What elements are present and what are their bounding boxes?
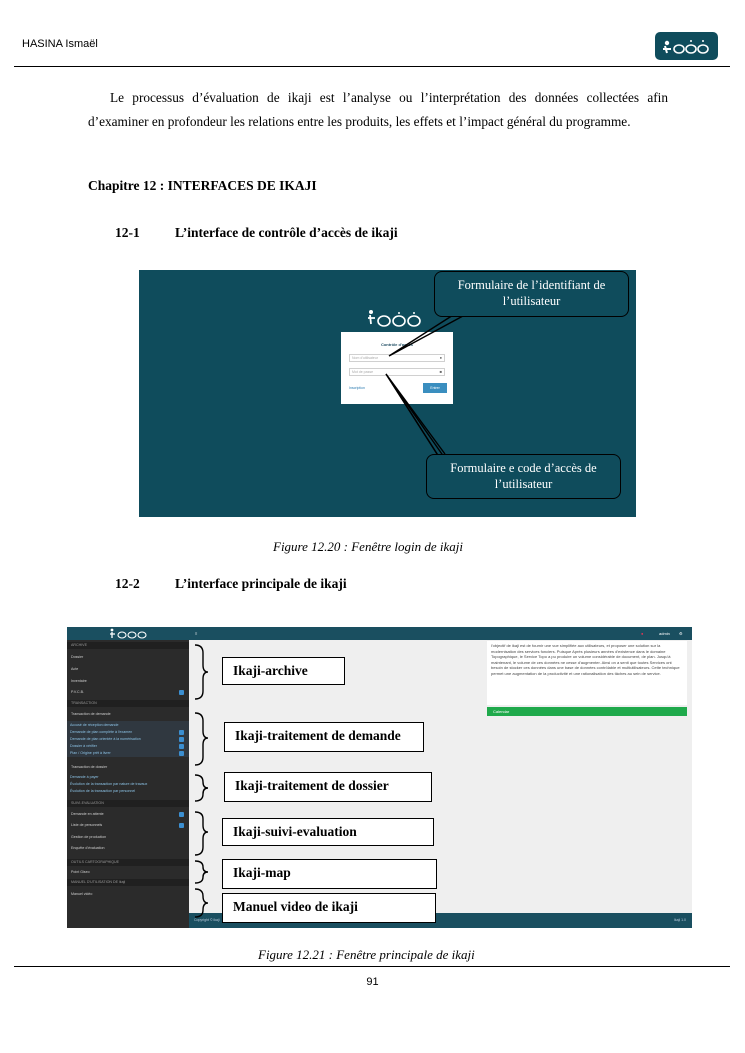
register-link[interactable]: Inscription: [349, 386, 365, 390]
username-placeholder: Nom d'utilisateur: [352, 356, 378, 360]
label-ikaji-traitement-dossier: Ikaji-traitement de dossier: [224, 772, 432, 802]
sidebar-section-header: TRANSACTION: [71, 701, 97, 705]
sidebar-item[interactable]: Dossier à vérifier: [70, 744, 97, 748]
label-manuel-video: Manuel video de ikaji: [222, 893, 436, 923]
section-number: 12-1: [115, 225, 140, 240]
sidebar-item[interactable]: Demande à payer: [70, 775, 99, 779]
sidebar-item[interactable]: Demande en attente: [71, 812, 104, 816]
footer-copyright: Copyright © ikaji: [194, 918, 220, 922]
lock-icon: ■: [439, 369, 442, 374]
settings-gear-icon[interactable]: ⚙: [679, 631, 683, 636]
sidebar-item[interactable]: Manuel vidéo: [71, 892, 93, 896]
sidebar-section-header: MANUEL D'UTILISATION DE ikaji: [71, 880, 126, 884]
label-ikaji-map: Ikaji-map: [222, 859, 437, 889]
description-card: l'objectif de ikaji est de fournir une vue simplifiée aux utilisateurs, et proposer une solution sur la modernisation des services fonciers. Puisque Après plusieurs années d'existence dans le domaine Topographique, le Service Topo a pu produire un volume considérable de document, de plan. Jusqu'à maintenant, le volume de ces données ne cesse d'augmenter. Ainsi on a senti que toutes Services ont besoin de stocker ces données dans une base de données contrôlable et multiutilisateurs. Cette technique permet une augmentation de la productivité et une rationalisation des tâches au sein de service.: [487, 641, 687, 705]
label-ikaji-archive: Ikaji-archive: [222, 657, 345, 685]
figure-12-21-caption: Figure 12.21 : Fenêtre principale de ikaji: [258, 947, 475, 962]
calendar-label: Calendar: [493, 709, 510, 714]
intro-paragraph-text: Le processus d’évaluation de ikaji est l’analyse ou l’interprétation des données collectées afin d’examiner en profondeur les relations entre les produits, les effets et l’impact général du programme.: [88, 90, 668, 129]
chapter-title: Chapitre 12 : INTERFACES DE IKAJI: [88, 178, 317, 193]
ikaji-logo-icon: [655, 32, 718, 60]
figure-12-20-caption: Figure 12.20 : Fenêtre login de ikaji: [273, 539, 464, 554]
topbar-user[interactable]: admin: [659, 631, 670, 636]
sidebar-item[interactable]: Demande de plan orientée à la numérisation: [70, 737, 141, 741]
section-title: L’interface de contrôle d’accès de ikaji: [175, 225, 398, 240]
user-icon: ●: [439, 355, 442, 360]
sidebar-item[interactable]: Transaction de dossier: [71, 765, 108, 769]
notification-icon[interactable]: ●: [641, 631, 644, 636]
sidebar-item[interactable]: Liste de personnels: [71, 823, 103, 827]
intro-paragraph: [88, 86, 668, 134]
callout-password: Formulaire e code d’accès de l’utilisateur: [426, 454, 621, 499]
sidebar-item[interactable]: Point Giseo: [71, 870, 90, 874]
login-form-title: Contrôle d'accès: [380, 342, 414, 347]
header-author: HASINA Ismaël: [22, 38, 98, 50]
sidebar-item[interactable]: Demande de plan complète à l'examen: [70, 730, 133, 734]
sidebar-item[interactable]: Gestion de production: [71, 835, 107, 839]
sidebar-item[interactable]: Enquête d'évaluation: [71, 846, 105, 850]
sidebar-item[interactable]: Plan / Origine prêt à livrer: [70, 751, 111, 755]
footer-version: Ikaji 1.0: [673, 918, 686, 922]
sidebar-item[interactable]: Transaction de demande: [71, 712, 111, 716]
menu-toggle-icon[interactable]: ≡: [195, 631, 198, 636]
password-placeholder: Mot de passe: [352, 370, 374, 374]
sidebar-section-header: ARCHIVE: [71, 643, 87, 647]
sidebar-item[interactable]: Évolution de la transaction par personnel: [70, 789, 136, 793]
footer-rule: [14, 966, 730, 967]
sidebar-section-header: SUIVI-EVALUATION: [71, 801, 104, 805]
login-button[interactable]: Entrer: [423, 383, 447, 393]
main-interface-screenshot: [67, 627, 692, 928]
sidebar-item[interactable]: Inventaire: [71, 679, 87, 683]
page-number: 91: [366, 976, 379, 988]
section-title: L’interface principale de ikaji: [175, 576, 347, 591]
login-screenshot: [139, 270, 636, 517]
sidebar-section-header: OUTILS CARTOGRAPHIQUE: [71, 860, 119, 864]
label-ikaji-suivi-evaluation: Ikaji-suivi-evaluation: [222, 818, 434, 846]
sidebar-item[interactable]: P.V.C.B.: [71, 690, 84, 694]
callout-username: Formulaire de l’identifiant de l’utilisateur: [434, 271, 629, 317]
label-ikaji-traitement-demande: Ikaji-traitement de demande: [224, 722, 424, 752]
sidebar-item[interactable]: Dossier: [71, 655, 84, 659]
sidebar-item[interactable]: Acte: [71, 667, 79, 671]
header-rule: [14, 66, 730, 67]
sidebar-item[interactable]: Évolution de la transaction par nature de travaux: [70, 782, 148, 786]
section-number: 12-2: [115, 576, 140, 591]
ikaji-logo-graphic: [655, 32, 718, 60]
sidebar-item[interactable]: Accusé de réception demande: [70, 723, 119, 727]
